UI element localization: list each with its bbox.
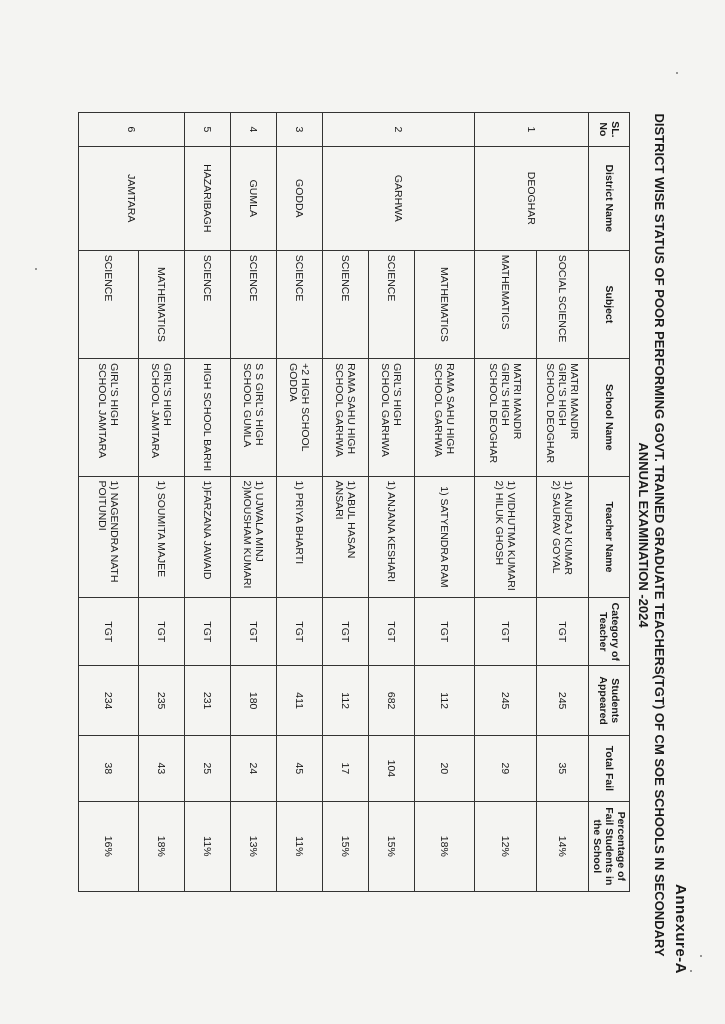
teacher-cell	[537, 476, 589, 598]
appeared-cell: 682	[369, 666, 415, 736]
teacher-cell	[185, 476, 231, 598]
header-teacher: Teacher Name	[589, 476, 630, 598]
header-subject: Subject	[589, 250, 630, 358]
table-header-row	[589, 113, 630, 892]
school-cell: RAMA SAHU HIGH SCHOOL GARHWA	[323, 359, 369, 476]
subject-cell: SCIENCE	[369, 250, 415, 358]
school-cell: GIRL'S HIGH SCHOOL JAMTARA	[79, 359, 139, 476]
appeared-cell: 112	[323, 666, 369, 736]
teacher-name: 2) SAURAV GOYAL	[550, 480, 563, 574]
subject-cell: SCIENCE	[323, 250, 369, 358]
teacher-cell	[139, 476, 185, 598]
sl-cell: 5	[185, 113, 231, 147]
appeared-cell: 180	[231, 666, 277, 736]
fail-cell: 43	[139, 736, 185, 801]
fail-cell: 20	[415, 736, 475, 801]
teacher-name: 1) SOUMITA MAJEE	[155, 480, 168, 578]
percent-cell: 11%	[277, 801, 323, 891]
sl-cell: 6	[79, 113, 185, 147]
subject-cell: SCIENCE	[185, 250, 231, 358]
district-cell: GUMLA	[231, 146, 277, 250]
school-cell: +2 HIGH SCHOOL GODDA	[277, 359, 323, 476]
table-row	[139, 113, 185, 892]
category-cell: TGT	[185, 598, 231, 666]
category-cell: TGT	[415, 598, 475, 666]
fail-cell: 35	[537, 736, 589, 801]
annexure-label: Annexure-A	[672, 884, 689, 975]
school-cell: HIGH SCHOOL BARHI	[185, 359, 231, 476]
header-school: School Name	[589, 359, 630, 476]
table-row	[537, 113, 589, 892]
percent-cell: 12%	[475, 801, 537, 891]
teacher-name: POITUNDI	[96, 480, 109, 531]
teacher-cell	[369, 476, 415, 598]
appeared-cell: 245	[537, 666, 589, 736]
district-cell: JAMTARA	[79, 146, 185, 250]
teacher-name: 2) HILUK GHOSH	[493, 480, 506, 566]
header-fail: Total Fail	[589, 736, 630, 801]
teacher-name: 1)FARZANA JAWAID	[201, 480, 214, 580]
category-cell: TGT	[475, 598, 537, 666]
teacher-cell	[475, 476, 537, 598]
school-cell: S S GIRL'S HIGH SCHOOL GUMLA	[231, 359, 277, 476]
teacher-name: 1) ABUL HASAN ANSARI	[333, 480, 358, 559]
appeared-cell: 234	[79, 666, 139, 736]
district-cell: DEOGHAR	[475, 146, 589, 250]
school-cell: RAMA SAHU HIGH SCHOOL GARHWA	[415, 359, 475, 476]
teacher-cell	[231, 476, 277, 598]
teacher-name: 1) SATYENDRA RAM	[438, 486, 451, 588]
fail-cell: 104	[369, 736, 415, 801]
subject-cell: SCIENCE	[231, 250, 277, 358]
percent-cell: 11%	[185, 801, 231, 891]
percent-cell: 15%	[323, 801, 369, 891]
header-sl: SL. No	[589, 113, 630, 147]
category-cell: TGT	[277, 598, 323, 666]
table-row	[185, 113, 231, 892]
document-title: DISTRICT WISE STATUS OF POOR PERFORMING GOVT. TRAINED GRADUATE TEACHERS(TGT) OF CM SOE SCHOOLS IN SECONDARY ANNUAL EXAMINATION -2024	[636, 113, 667, 957]
teacher-name: 1) PRIYA BHARTI	[293, 480, 306, 565]
percent-cell: 13%	[231, 801, 277, 891]
header-district: District Name	[589, 146, 630, 250]
subject-cell: MATHEMATICS	[139, 250, 185, 358]
table-row	[415, 113, 475, 892]
percent-cell: 14%	[537, 801, 589, 891]
fail-cell: 17	[323, 736, 369, 801]
header-category: Category of Teacher	[589, 598, 630, 666]
appeared-cell: 112	[415, 666, 475, 736]
appeared-cell: 231	[185, 666, 231, 736]
teacher-cell	[415, 476, 475, 598]
teacher-name: 1) VIDHUTMA KUMARI	[505, 480, 518, 591]
percent-cell: 18%	[139, 801, 185, 891]
percent-cell: 18%	[415, 801, 475, 891]
status-table	[78, 112, 630, 892]
subject-cell: MATHEMATICS	[415, 250, 475, 358]
category-cell: TGT	[537, 598, 589, 666]
category-cell: TGT	[231, 598, 277, 666]
school-cell: MATRI MANDIR GIRL'S HIGH SCHOOL DEOGHAR	[475, 359, 537, 476]
subject-cell: MATHEMATICS	[475, 250, 537, 358]
fail-cell: 25	[185, 736, 231, 801]
header-percent: Percentage of Fail Students in the School	[589, 801, 630, 891]
teacher-cell	[323, 476, 369, 598]
subject-cell: SCIENCE	[79, 250, 139, 358]
teacher-name: 1) ANURAJ KUMAR	[562, 480, 575, 576]
teacher-cell	[277, 476, 323, 598]
category-cell: TGT	[323, 598, 369, 666]
sl-cell: 2	[323, 113, 475, 147]
percent-cell: 15%	[369, 801, 415, 891]
fail-cell: 24	[231, 736, 277, 801]
appeared-cell: 411	[277, 666, 323, 736]
teacher-name: 1) ANJANA KESHARI	[385, 480, 398, 583]
table-row	[277, 113, 323, 892]
teacher-cell	[79, 476, 139, 598]
district-cell: GARHWA	[323, 146, 475, 250]
header-appeared: Students Appeared	[589, 666, 630, 736]
school-cell: MATRI MANDIR GIRL'S HIGH SCHOOL DEOGHAR	[537, 359, 589, 476]
fail-cell: 38	[79, 736, 139, 801]
school-cell: GIRL'S HIGH SCHOOL GARHWA	[369, 359, 415, 476]
category-cell: TGT	[79, 598, 139, 666]
sl-cell: 1	[475, 113, 589, 147]
teacher-name: 1) NAGENDRA NATH	[108, 480, 121, 583]
appeared-cell: 235	[139, 666, 185, 736]
appeared-cell: 245	[475, 666, 537, 736]
district-cell: GODDA	[277, 146, 323, 250]
subject-cell: SCIENCE	[277, 250, 323, 358]
teacher-name: 1) UJWALA MINJ	[253, 480, 266, 562]
subject-cell: SOCIAL SCIENCE	[537, 250, 589, 358]
sl-cell: 4	[231, 113, 277, 147]
table-row	[231, 113, 277, 892]
school-cell: GIRL'S HIGH SCHOOL JAMTARA	[139, 359, 185, 476]
category-cell: TGT	[139, 598, 185, 666]
sl-cell: 3	[277, 113, 323, 147]
teacher-name: 2)MOUSHAM KUMARI	[241, 480, 254, 589]
fail-cell: 29	[475, 736, 537, 801]
percent-cell: 16%	[79, 801, 139, 891]
district-cell: HAZARIBAGH	[185, 146, 231, 250]
fail-cell: 45	[277, 736, 323, 801]
category-cell: TGT	[369, 598, 415, 666]
